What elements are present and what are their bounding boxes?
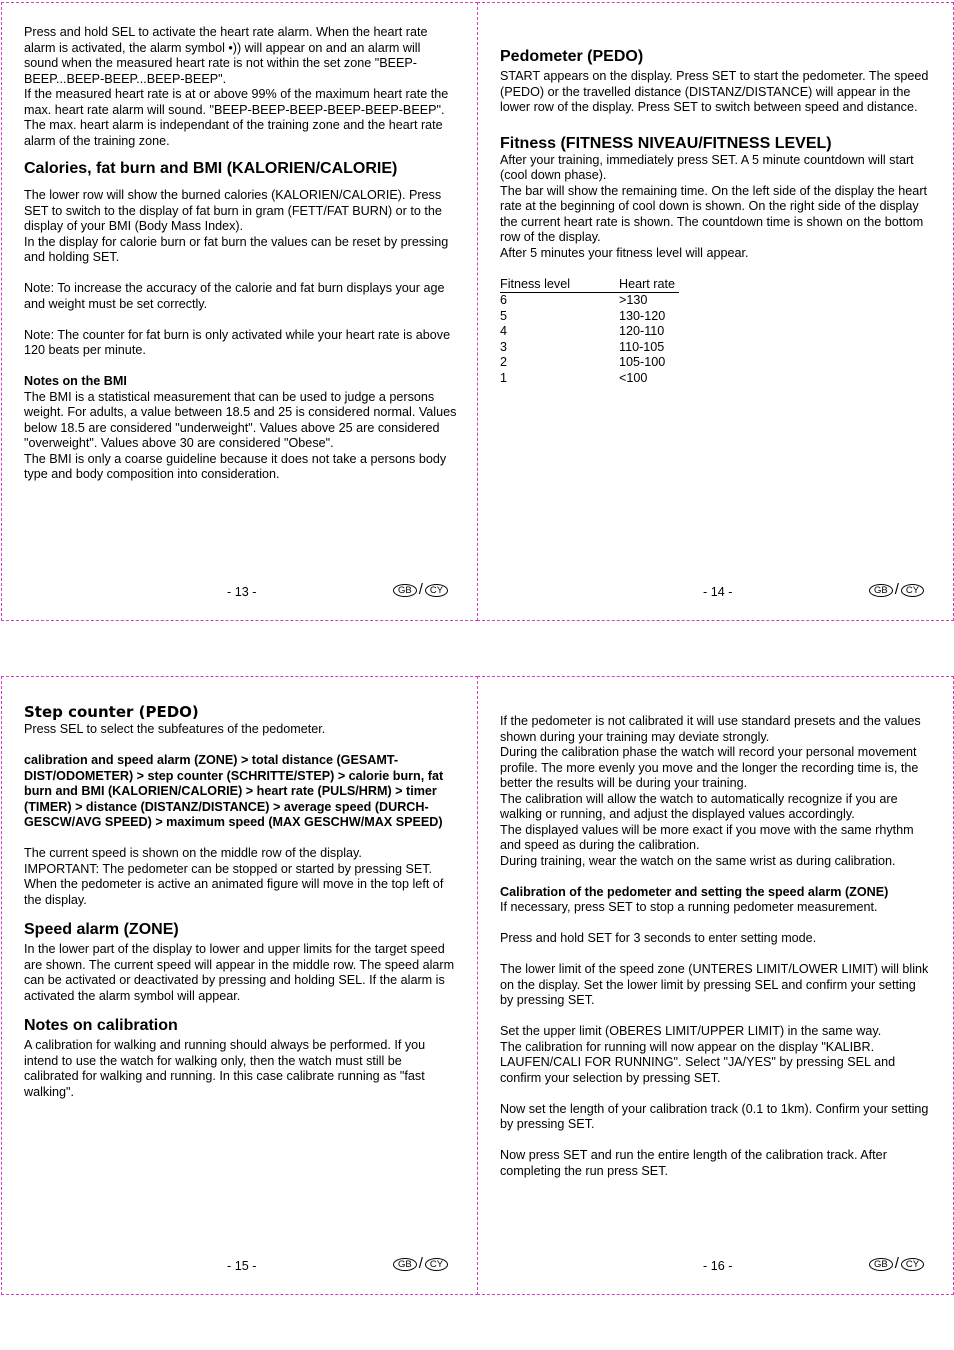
page-number: - 15 -: [227, 1259, 257, 1273]
language-badge: [393, 583, 448, 597]
lower-limit-text: The lower limit of the speed zone (UNTERES LIMIT/LOWER LIMIT) will blink on the display. Set the lower limit by pressing SEL and confirm your setting by pressing SET.: [500, 962, 929, 1007]
speed-alarm-text: In the lower part of the display to lower and upper limits for the target speed are shown. The current speed will appear in the middle row. The speed alarm can be activated or deactivated by pressing and holding SEL. If the alarm is activated the alarm symbol will appear.: [24, 942, 455, 1003]
table-row: [500, 371, 679, 387]
language-gb: GB: [869, 584, 893, 597]
language-cy: CY: [901, 1258, 924, 1271]
level-cell: 1: [500, 370, 508, 385]
calibration-notes-text: A calibration for walking and running should always be performed. If you intend to use the watch for walking only, then the watch must still be calibrated for walking and running. In this case calibrate running as "fast walking".: [24, 1038, 426, 1099]
pedometer-text: START appears on the display. Press SET to start the pedometer. The speed (PEDO) or the travelled distance (DISTANZ/DISTANCE) will appear in the lower row of the display. Press SET to switch between speed and distance.: [500, 69, 929, 114]
table-row: [500, 324, 679, 340]
heart-rate-cell: <100: [619, 370, 648, 385]
level-cell: 6: [500, 293, 508, 307]
fat-burn-note: Note: The counter for fat burn is only activated while your heart rate is above 120 beats per minute.: [24, 327, 451, 357]
page-number: - 13 -: [227, 585, 257, 599]
speed-alarm-heading: Speed alarm (ZONE): [24, 921, 179, 938]
manual-page-15: [1, 676, 478, 1295]
page-footer: [2, 583, 477, 601]
heart-rate-cell: 110-105: [619, 339, 665, 354]
language-gb: GB: [393, 1258, 417, 1271]
manual-page-16: [477, 676, 954, 1295]
slash-divider: /: [418, 1255, 423, 1272]
language-badge: [869, 583, 924, 597]
table-row: [500, 293, 679, 309]
language-cy: CY: [901, 584, 924, 597]
page-footer: [478, 1257, 953, 1275]
step-counter-intro: Press SEL to select the subfeatures of the pedometer.: [24, 722, 326, 736]
language-badge: [393, 1257, 448, 1271]
fitness-heading: Fitness (FITNESS NIVEAU/FITNESS LEVEL): [500, 134, 832, 152]
table-row: [500, 355, 679, 371]
page-content: [24, 25, 457, 483]
slash-divider: /: [418, 581, 423, 598]
calibration-notes-heading: Notes on calibration: [24, 1017, 178, 1034]
heart-rate-cell: 130-120: [619, 308, 666, 323]
manual-page-13: [1, 2, 478, 621]
upper-limit-text: Set the upper limit (OBERES LIMIT/UPPER LIMIT) in the same way. The calibration for running will now appear on the display "KALIBR. LAUFEN/CALI FOR RUNNING". Select "JA/YES" by pressing SEL and confirm your selection by pressing SET.: [500, 1024, 896, 1085]
fitness-level-table: [500, 277, 679, 387]
heart-rate-alarm-text: Press and hold SEL to activate the heart rate alarm. When the heart rate alarm is activated, the alarm symbol •)) will appear on and an alarm will sound when the measured heart rate is not within the set zone "BEEP-BEEP...BEEP-BEEP...BEEP-BEEP". If the measured heart rate is at or above 99% of the maximum heart rate the max. heart rate alarm will sound. "BEEP-BEEP-BEEP-BEEP-BEEP-BEEP". The max. heart alarm is independant of the training zone and the heart rate alarm of the training zone.: [24, 25, 449, 148]
level-cell: 2: [500, 355, 508, 369]
setting-mode-text: Press and hold SET for 3 seconds to enter setting mode.: [500, 931, 817, 945]
heart-rate-header: Heart rate: [619, 277, 679, 293]
language-cy: CY: [425, 584, 448, 597]
table-header-row: [500, 277, 679, 293]
language-cy: CY: [425, 1258, 448, 1271]
current-speed-text: The current speed is shown on the middle row of the display. IMPORTANT: The pedometer can be stopped or started by pressing SET. When the pedometer is active an animated figure will move in the top left of the display.: [24, 846, 444, 907]
bmi-text: The BMI is a statistical measurement that can be used to judge a persons weight. For adults, a value between 18.5 and 25 is considered normal. Values below 18.5 are considered "underweight". Values above 25 are considered "overweight". Values above 30 are considered "Obese". The BMI is only a coarse guideline because it does not take a persons body type and body composition into consideration.: [24, 389, 457, 481]
stop-measurement-text: If necessary, press SET to stop a running pedometer measurement.: [500, 900, 878, 914]
level-cell: 5: [500, 308, 508, 323]
level-cell: 3: [500, 339, 508, 354]
language-gb: GB: [869, 1258, 893, 1271]
bmi-heading: Notes on the BMI: [24, 374, 127, 388]
page-number: - 16 -: [703, 1259, 733, 1273]
uncalibrated-text: If the pedometer is not calibrated it will use standard presets and the values shown during your training may deviate strongly. During the calibration phase the watch will record your personal movement profile. The more evenly you move and the longer the recording time is, the better the results will be during your training. The calibration will allow the watch to automatically recognize if you are walking or running, and adjust the displayed values accordingly. The displayed values will be more exact if you move with the same rhythm and speed as during the calibration. During training, wear the watch on the same wrist as during calibration.: [500, 714, 921, 868]
page-content: [500, 714, 931, 1179]
step-counter-heading: Step counter (PEDO): [24, 703, 199, 721]
fitness-text: After your training, immediately press SET. A 5 minute countdown will start (cool down phase). The bar will show the remaining time. On the left side of the display the heart rate at the beginning of cool down is shown. On the right side of the display the current heart rate is shown. The countdown time is shown on the bottom row of the display. After 5 minutes your fitness level will appear.: [500, 152, 928, 260]
subfeature-sequence: calibration and speed alarm (ZONE) > total distance (GESAMT-DIST/ODOMETER) > step counter (SCHRITTE/STEP) > calorie burn, fat burn and BMI (KALORIEN/CALORIE) > heart rate (PULS/HRM) > timer (TIMER) > distance (DISTANZ/DISTANCE) > average speed (DURCH-GESCW/AVG SPEED) > maximum speed (MAX GESCHW/MAX SPEED): [24, 753, 444, 829]
fitness-level-header: Fitness level: [500, 277, 619, 293]
run-track-text: Now press SET and run the entire length of the calibration track. After completing the run press SET.: [500, 1148, 887, 1178]
slash-divider: /: [894, 581, 899, 598]
slash-divider: /: [894, 1255, 899, 1272]
page-footer: [478, 583, 953, 601]
page-number: - 14 -: [703, 585, 733, 599]
table-row: [500, 340, 679, 356]
page-content: [24, 703, 457, 1100]
page-footer: [2, 1257, 477, 1275]
page-content: [500, 47, 931, 386]
manual-page-14: [477, 2, 954, 621]
calibration-setting-heading: Calibration of the pedometer and setting the speed alarm (ZONE): [500, 884, 889, 899]
calories-heading: Calories, fat burn and BMI (KALORIEN/CALORIE): [24, 160, 398, 177]
calories-text: The lower row will show the burned calories (KALORIEN/CALORIE). Press SET to switch to the display of fat burn in gram (FETT/FAT BURN) or to the display of your BMI (Body Mass Index). In the display for calorie burn or fat burn the values can be reset by pressing and holding SET.: [24, 188, 449, 264]
calorie-accuracy-note: Note: To increase the accuracy of the calorie and fat burn displays your age and weight must be set correctly.: [24, 281, 445, 311]
heart-rate-cell: >130: [619, 293, 648, 307]
track-length-text: Now set the length of your calibration track (0.1 to 1km). Confirm your setting by pressing SET.: [500, 1101, 929, 1131]
level-cell: 4: [500, 324, 508, 338]
language-gb: GB: [393, 584, 417, 597]
heart-rate-cell: 105-100: [619, 355, 666, 369]
language-badge: [869, 1257, 924, 1271]
table-row: [500, 309, 679, 325]
pedometer-heading: Pedometer (PEDO): [500, 48, 644, 65]
heart-rate-cell: 120-110: [619, 324, 665, 338]
